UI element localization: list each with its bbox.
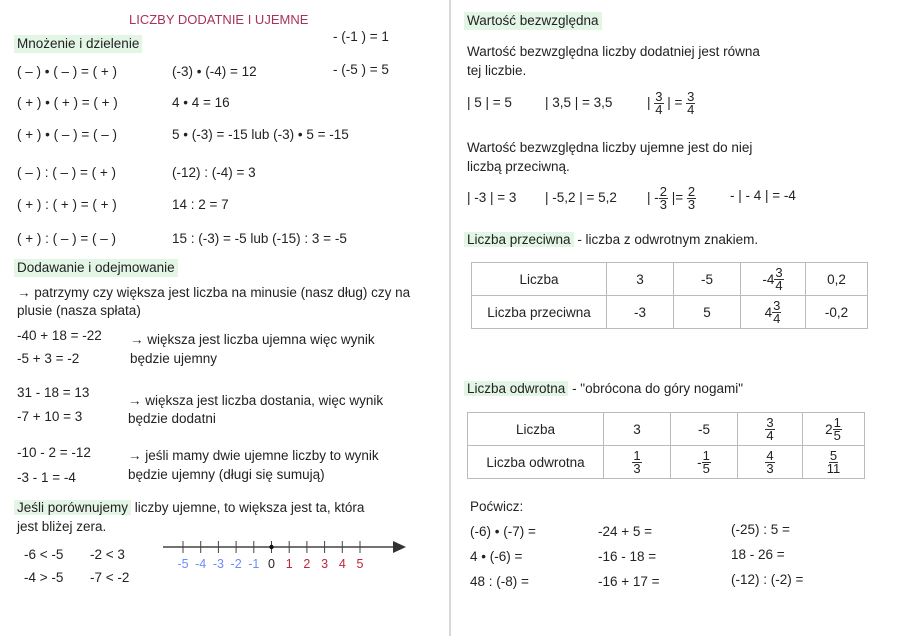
- practice-exercise: (-25) : 5 =: [731, 522, 790, 537]
- whole-part: -4: [762, 271, 775, 287]
- opposite-table: [471, 262, 868, 329]
- table-cell: Liczba: [472, 263, 607, 296]
- table-cell: 3: [604, 413, 671, 446]
- practice-exercise: -16 + 17 =: [598, 574, 660, 589]
- sign-rule: ( + ) : ( – ) = ( – ): [17, 231, 117, 246]
- fraction: [826, 447, 841, 476]
- rule-example: (-12) : (-4) = 3: [172, 165, 256, 180]
- table-cell: 3: [607, 263, 674, 296]
- table-cell: [803, 446, 865, 479]
- numerator: 1: [702, 447, 710, 463]
- practice-exercise: (-12) : (-2) =: [731, 572, 804, 587]
- denominator: 4: [775, 277, 783, 293]
- heading-absolute: Wartość bezwzględna: [464, 12, 602, 30]
- table-cell: -5: [674, 263, 741, 296]
- numerator: 3: [773, 297, 781, 313]
- equation: -7 + 10 = 3: [17, 409, 83, 424]
- denominator: 3: [766, 460, 774, 476]
- table-cell: [803, 413, 865, 446]
- explanation: → większa jest liczba ujemna więc wynik: [130, 332, 375, 347]
- denominator: 5: [702, 460, 710, 476]
- fraction: [833, 414, 842, 443]
- practice-exercise: -16 - 18 =: [598, 549, 657, 564]
- reciprocal-line: [464, 380, 743, 398]
- abs-example: | 5 | = 5: [467, 95, 512, 110]
- rule-example: (-3) • (-4) = 12: [172, 64, 257, 79]
- explanation: będzie ujemny (długi się sumują): [128, 467, 325, 482]
- table-cell: Liczba odwrotna: [468, 446, 604, 479]
- table-cell: Liczba: [468, 413, 604, 446]
- rule-example: 4 • 4 = 16: [172, 95, 230, 110]
- denominator: 4: [773, 310, 781, 326]
- heading-multiplication: Mnożenie i dzielenie: [14, 35, 142, 53]
- abs-example: - | - 4 | = -4: [730, 188, 796, 203]
- tick-label: 0: [268, 557, 275, 571]
- table-row: [468, 446, 865, 479]
- tick-label: 2: [303, 557, 311, 571]
- table-cell: 5: [674, 296, 741, 329]
- page-title: LICZBY DODATNIE I UJEMNE: [129, 12, 309, 27]
- abs-example-fraction: | - $\frac{2}{3}$ |= $\frac{2}{3}$: [647, 183, 696, 212]
- whole-part: 4: [764, 304, 773, 320]
- numerator: 3: [766, 414, 774, 430]
- fraction: [765, 447, 774, 476]
- abs-example: | -5,2 | = 5,2: [545, 190, 617, 205]
- numerator: 3: [775, 264, 783, 280]
- sign-rule: ( + ) • ( – ) = ( – ): [17, 127, 117, 142]
- denominator: 5: [833, 427, 841, 443]
- table-cell: -3: [607, 296, 674, 329]
- compare-text: [14, 499, 364, 517]
- fraction: [774, 264, 783, 293]
- abs-text: liczbą przeciwną.: [467, 159, 570, 174]
- intro-text: → patrzymy czy większa jest liczba na minusie (nasz dług) czy na: [17, 285, 411, 300]
- comparison: -6 < -5: [24, 547, 64, 562]
- denominator: 4: [766, 427, 774, 443]
- denominator: 11: [826, 460, 841, 476]
- explanation: → większa jest liczba dostania, więc wynik: [128, 393, 384, 408]
- tick-label: -1: [248, 557, 260, 571]
- opposite-desc: - liczba z odwrotnym znakiem.: [573, 232, 759, 247]
- abs-text: tej liczbie.: [467, 63, 527, 78]
- reciprocal-table: [467, 412, 865, 479]
- numerator: 5: [829, 447, 838, 463]
- compare-highlight: Jeśli porównujemy: [14, 500, 131, 515]
- side-example: - (-1 ) = 1: [333, 29, 389, 44]
- equation: -5 + 3 = -2: [17, 351, 80, 366]
- equation: -10 - 2 = -12: [17, 445, 91, 460]
- practice-heading: Poćwicz:: [470, 499, 524, 514]
- sign-rule: ( + ) : ( + ) = ( + ): [17, 197, 117, 212]
- practice-exercise: 4 • (-6) =: [470, 549, 523, 564]
- numerator: 1: [833, 414, 841, 430]
- table-cell: Liczba przeciwna: [472, 296, 607, 329]
- equation: -3 - 1 = -4: [17, 470, 76, 485]
- rule-example: 5 • (-3) = -15 lub (-3) • 5 = -15: [172, 127, 349, 142]
- table-cell: [671, 446, 738, 479]
- sign-rule: ( – ) • ( – ) = ( + ): [17, 64, 117, 79]
- practice-exercise: (-6) • (-7) =: [470, 524, 536, 539]
- sign-rule: ( + ) • ( + ) = ( + ): [17, 95, 118, 110]
- table-row: [468, 413, 865, 446]
- abs-example-fraction: | $\frac{3}{4}$ | = $\frac{3}{4}$: [647, 88, 695, 117]
- fraction: [772, 297, 781, 326]
- rule-example: 15 : (-3) = -5 lub (-15) : 3 = -5: [172, 231, 347, 246]
- tick-label: -2: [230, 557, 242, 571]
- compare-text-2: jest bliżej zera.: [17, 519, 107, 534]
- tick-label: 4: [338, 557, 346, 571]
- number-line: [160, 536, 410, 576]
- compare-rest: liczby ujemne, to większa jest ta, która: [131, 500, 365, 515]
- table-cell: [604, 446, 671, 479]
- tick-label: -5: [177, 557, 189, 571]
- table-row: [472, 296, 868, 329]
- comparison: -4 > -5: [24, 570, 64, 585]
- numerator: 1: [633, 447, 641, 463]
- table-cell: [741, 296, 806, 329]
- table-cell: [741, 263, 806, 296]
- explanation: będzie ujemny: [130, 351, 218, 366]
- table-cell: 0,2: [806, 263, 868, 296]
- tick-label: 5: [356, 557, 364, 571]
- opposite-line: [464, 231, 758, 249]
- tick-label: 1: [285, 557, 293, 571]
- abs-example: | -3 | = 3: [467, 190, 517, 205]
- whole-part: -: [697, 454, 702, 470]
- heading-reciprocal: Liczba odwrotna: [464, 381, 568, 396]
- equation: -40 + 18 = -22: [17, 328, 102, 343]
- whole-part: 2: [825, 421, 833, 437]
- numerator: 4: [766, 447, 774, 463]
- comparison: -2 < 3: [90, 547, 125, 562]
- arrow-head: [393, 541, 406, 553]
- abs-text: Wartość bezwzględna liczby ujemne jest do niej: [467, 140, 753, 155]
- heading-addition: Dodawanie i odejmowanie: [14, 259, 178, 277]
- tick-label: 3: [321, 557, 329, 571]
- comparison: -7 < -2: [90, 570, 130, 585]
- denominator: 3: [633, 460, 641, 476]
- abs-text: Wartość bezwzględna liczby dodatniej jest równa: [467, 44, 760, 59]
- table-cell: -5: [671, 413, 738, 446]
- explanation: będzie dodatni: [128, 411, 216, 426]
- equation: 31 - 18 = 13: [17, 385, 90, 400]
- practice-exercise: 18 - 26 =: [731, 547, 785, 562]
- abs-example: | 3,5 | = 3,5: [545, 95, 613, 110]
- fraction: [702, 447, 711, 476]
- fraction: [632, 447, 641, 476]
- reciprocal-desc: - "obrócona do góry nogami": [568, 381, 743, 396]
- column-divider: [449, 0, 451, 636]
- explanation: → jeśli mamy dwie ujemne liczby to wynik: [128, 448, 379, 463]
- side-example: - (-5 ) = 5: [333, 62, 389, 77]
- rule-example: 14 : 2 = 7: [172, 197, 229, 212]
- tick-label: -4: [195, 557, 207, 571]
- heading-opposite: Liczba przeciwna: [464, 232, 574, 247]
- table-cell: [738, 446, 803, 479]
- table-cell: [738, 413, 803, 446]
- practice-exercise: -24 + 5 =: [598, 524, 653, 539]
- tick-label: -3: [212, 557, 224, 571]
- sign-rule: ( – ) : ( – ) = ( + ): [17, 165, 117, 180]
- intro-text: plusie (nasza spłata): [17, 303, 141, 318]
- zero-dot: [269, 545, 273, 549]
- table-cell: -0,2: [806, 296, 868, 329]
- practice-exercise: 48 : (-8) =: [470, 574, 529, 589]
- fraction: [765, 414, 774, 443]
- table-row: [472, 263, 868, 296]
